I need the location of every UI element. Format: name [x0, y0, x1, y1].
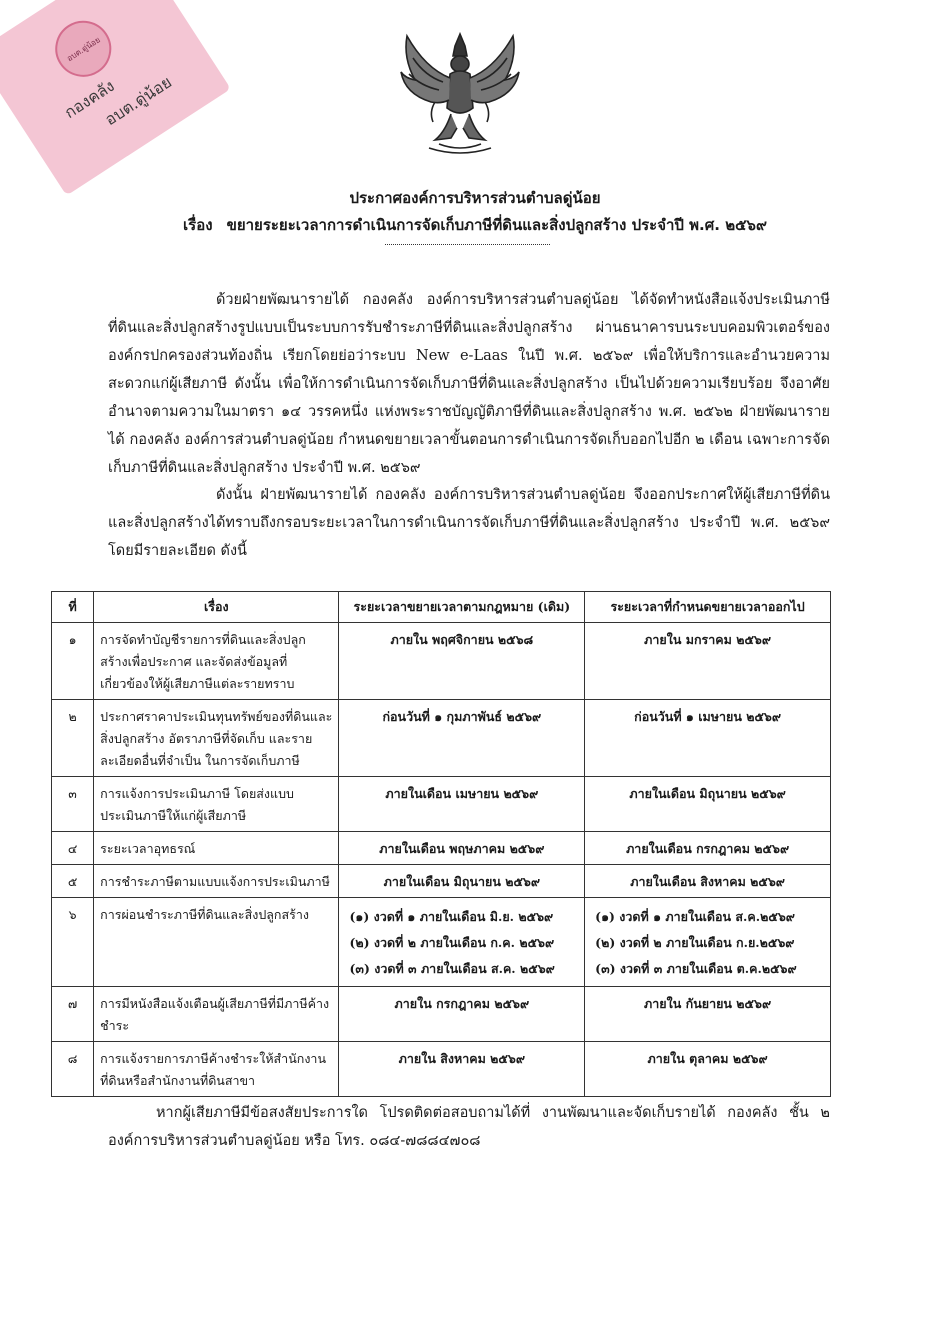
receiving-stamp [0, 0, 231, 196]
body-paragraph-2: ดังนั้น ฝ่ายพัฒนารายได้ กองคลัง องค์การบริหารส่วนตำบลดู่น้อย จึงออกประกาศให้ผู้เสียภาษีที่ดินและสิ่งปลูกสร้างได้ทราบถึงกรอบระยะเวลาในการดำเนินการจัดเก็บภาษีที่ดินและสิ่งปลูกสร้าง ประจำปี พ.ศ. ๒๕๖๙ โดยมีรายละเอียด ดังนี้ [108, 487, 830, 559]
row-extended-period: ภายใน ตุลาคม ๒๕๖๙ [585, 1042, 831, 1097]
row-number: ๓ [52, 777, 94, 832]
row-number: ๕ [52, 865, 94, 898]
header-topic: เรื่อง [94, 592, 339, 623]
row-original-period: ภายในเดือน เมษายน ๒๕๖๙ [339, 777, 585, 832]
table-header-row [52, 592, 831, 623]
table-row [52, 987, 831, 1042]
contact-paragraph: หากผู้เสียภาษีมีข้อสงสัยประการใด โปรดติดต่อสอบถามได้ที่ งานพัฒนาและจัดเก็บรายได้ กองคลัง ชั้น ๒ องค์การบริหารส่วนตำบลดู่น้อย หรือ โทร. ๐๘๔-๗๘๘๔๗๐๘ [108, 1105, 830, 1149]
table-row [52, 832, 831, 865]
row-topic: การแจ้งรายการภาษีค้างชำระให้สำนักงานที่ดินหรือสำนักงานที่ดินสาขา [94, 1042, 339, 1097]
row-number: ๔ [52, 832, 94, 865]
row-extended-period: ก่อนวันที่ ๑ เมษายน ๒๕๖๙ [585, 700, 831, 777]
row-original-period: ภายในเดือน พฤษภาคม ๒๕๖๙ [339, 832, 585, 865]
table-row [52, 865, 831, 898]
stamp-department: กองคลัง [60, 76, 118, 123]
row-original-period: ภายใน กรกฎาคม ๒๕๖๙ [339, 987, 585, 1042]
row-topic: ระยะเวลาอุทธรณ์ [94, 832, 339, 865]
body-paragraph-1: ด้วยฝ่ายพัฒนารายได้ กองคลัง องค์การบริหารส่วนตำบลดู่น้อย ได้จัดทำหนังสือแจ้งประเมินภาษีที่ดินและสิ่งปลูกสร้างรูปแบบเป็นระบบการรับชำระภาษีที่ดินและสิ่งปลูกสร้าง ผ่านธนาคารบนระบบคอมพิวเตอร์ขององค์กรปกครองส่วนท้องถิ่น เรียกโดยย่อว่าระบบ New e-Laas ในปี พ.ศ. ๒๕๖๙ เพื่อให้บริการและอำนวยความสะดวกแก่ผู้เสียภาษี ดังนั้น เพื่อให้การดำเนินการจัดเก็บภาษีที่ดินและสิ่งปลูกสร้าง เป็นไปด้วยความเรียบร้อย จึงอาศัยอำนาจตามความในมาตรา ๑๔ วรรคหนึ่ง แห่งพระราชบัญญัติภาษีที่ดินและสิ่งปลูกสร้าง พ.ศ. ๒๕๖๒ ฝ่ายพัฒนารายได้ กองคลัง องค์การส่วนตำบลดู่น้อย กำหนดขยายเวลาขั้นตอนการดำเนินการจัดเก็บออกไปอีก ๒ เดือน เฉพาะการจัดเก็บภาษีที่ดินและสิ่งปลูกสร้าง ประจำปี พ.ศ. ๒๕๖๙ [108, 292, 830, 476]
row-number: ๒ [52, 700, 94, 777]
installment-item: (๒) งวดที่ ๒ ภายในเดือน ก.ย.๒๕๖๙ [595, 935, 795, 950]
header-original-period: ระยะเวลาขยายเวลาตามกฎหมาย (เดิม) [339, 592, 585, 623]
row-number: ๑ [52, 623, 94, 700]
row-number: ๗ [52, 987, 94, 1042]
row-extended-period: ภายในเดือน สิงหาคม ๒๕๖๙ [585, 865, 831, 898]
table-row [52, 623, 831, 700]
row-extended-period: ภายใน กันยายน ๒๕๖๙ [585, 987, 831, 1042]
table-row [52, 898, 831, 987]
row-topic: การผ่อนชำระภาษีที่ดินและสิ่งปลูกสร้าง [94, 898, 339, 987]
announcement-subject [0, 213, 950, 237]
row-original-period: ภายใน พฤศจิกายน ๒๕๖๘ [339, 623, 585, 700]
header-extended-period: ระยะเวลาที่กำหนดขยายเวลาออกไป [585, 592, 831, 623]
stamp-seal-text: อบต.ดู่น้อย [64, 34, 102, 63]
row-original-period: ภายในเดือน มิถุนายน ๒๕๖๙ [339, 865, 585, 898]
row-original-period [339, 898, 585, 987]
row-topic: การมีหนังสือแจ้งเตือนผู้เสียภาษีที่มีภาษีค้างชำระ [94, 987, 339, 1042]
row-topic: การชำระภาษีตามแบบแจ้งการประเมินภาษี [94, 865, 339, 898]
row-extended-period: ภายใน มกราคม ๒๕๖๙ [585, 623, 831, 700]
table-row [52, 1042, 831, 1097]
header-no: ที่ [52, 592, 94, 623]
schedule-table [51, 591, 831, 1097]
row-topic: การจัดทำบัญชีรายการที่ดินและสิ่งปลูกสร้างเพื่อประกาศ และจัดส่งข้อมูลที่เกี่ยวข้องให้ผู้เสียภาษีแต่ละรายทราบ [94, 623, 339, 700]
row-extended-period: ภายในเดือน กรกฎาคม ๒๕๖๙ [585, 832, 831, 865]
row-number: ๖ [52, 898, 94, 987]
table-row [52, 777, 831, 832]
garuda-emblem-icon [395, 28, 525, 156]
title-divider [385, 244, 550, 245]
row-topic: ประกาศราคาประเมินทุนทรัพย์ของที่ดินและสิ่งปลูกสร้าง อัตราภาษีที่จัดเก็บ และรายละเอียดอื่นที่จำเป็น ในการจัดเก็บภาษี [94, 700, 339, 777]
row-extended-period [585, 898, 831, 987]
subject-label: เรื่อง [183, 216, 213, 234]
stamp-organization: อบต.ดู่น้อย [101, 72, 176, 130]
installment-item: (๒) งวดที่ ๒ ภายในเดือน ก.ค. ๒๕๖๙ [349, 935, 555, 950]
row-number: ๘ [52, 1042, 94, 1097]
installment-item: (๓) งวดที่ ๓ ภายในเดือน ต.ค.๒๕๖๙ [595, 961, 797, 976]
installment-item: (๑) งวดที่ ๑ ภายในเดือน ส.ค.๒๕๖๙ [595, 909, 795, 924]
stamp-seal [45, 10, 122, 87]
row-original-period: ภายใน สิงหาคม ๒๕๖๙ [339, 1042, 585, 1097]
installment-item: (๑) งวดที่ ๑ ภายในเดือน มิ.ย. ๒๕๖๙ [349, 909, 554, 924]
row-extended-period: ภายในเดือน มิถุนายน ๒๕๖๙ [585, 777, 831, 832]
row-topic: การแจ้งการประเมินภาษี โดยส่งแบบประเมินภาษีให้แก่ผู้เสียภาษี [94, 777, 339, 832]
installment-item: (๓) งวดที่ ๓ ภายในเดือน ส.ค. ๒๕๖๙ [349, 961, 555, 976]
subject-text: ขยายระยะเวลาการดำเนินการจัดเก็บภาษีที่ดินและสิ่งปลูกสร้าง ประจำปี พ.ศ. ๒๕๖๙ [226, 216, 767, 234]
announcement-title: ประกาศองค์การบริหารส่วนตำบลดู่น้อย [349, 189, 601, 207]
row-original-period: ก่อนวันที่ ๑ กุมภาพันธ์ ๒๕๖๙ [339, 700, 585, 777]
table-row [52, 700, 831, 777]
